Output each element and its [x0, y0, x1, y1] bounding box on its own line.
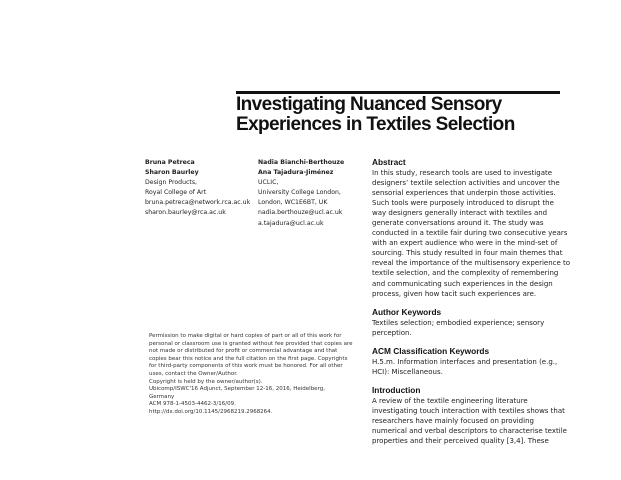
permission-line: personal or classroom use is granted without fee provided that copies are: [149, 340, 353, 347]
abstract-body: [372, 168, 604, 299]
abstract-line: process, given how tacit such experiences are.: [372, 289, 537, 298]
permission-line: Permission to make digital or hard copies of part or all of this work for: [149, 333, 342, 339]
paper-title: [236, 95, 566, 135]
keywords-line: Textiles selection; embodied experience; sensory: [372, 318, 545, 327]
permission-line: for third-party components of this work must be honored. For all other: [149, 363, 343, 370]
acm-keywords-heading: ACM Classification Keywords: [372, 345, 490, 356]
permission-line: copies bear this notice and the full citation on the first page. Copyrights: [149, 355, 348, 362]
doi-link[interactable]: http://dx.doi.org/10.1145/2968219.2968264.: [149, 408, 273, 415]
permission-line: Ubicomp/ISWC'16 Adjunct, September 12-16, 2016, Heidelberg,: [149, 386, 325, 393]
introduction-line: numerical and verbal descriptors to characterise textile: [372, 426, 567, 435]
abstract-line: generate conversations around it. The study was: [372, 219, 544, 228]
acm-keywords-line: HCI): Miscellaneous.: [372, 367, 443, 376]
affiliation-line: London, WC1E6BT, UK: [258, 199, 328, 207]
introduction-line: A review of the textile engineering literature: [372, 396, 528, 405]
author-email: nadia.berthouze@ucl.ac.uk: [258, 209, 343, 217]
author-email: sharon.baurley@rca.ac.uk: [145, 209, 226, 217]
permission-block: [149, 333, 369, 417]
affiliation-line: UCLIC,: [258, 179, 279, 187]
author-name: Ana Tajadura-Jiménez: [258, 169, 334, 177]
author-email: bruna.petreca@network.rca.ac.uk: [145, 199, 251, 207]
acm-keywords-line: H.5.m. Information interfaces and presentation (e.g.,: [372, 357, 558, 366]
keywords-line: perception.: [372, 328, 412, 337]
introduction-line: investigating touch interaction with textiles shows that: [372, 406, 565, 415]
author-email: a.tajadura@ucl.ac.uk: [258, 219, 324, 227]
right-column: [372, 157, 604, 446]
affiliation-line: Design Products,: [145, 179, 198, 187]
introduction-line: researchers have mainly focused on providing: [372, 416, 534, 425]
abstract-line: and communicating such experiences in the design: [372, 279, 553, 288]
abstract-line: sensorial experiences that underpin those activities.: [372, 189, 556, 198]
permission-line: Germany: [149, 393, 175, 400]
abstract-line: conducted in a textile fair during two consecutive years: [372, 229, 568, 238]
permission-line: Copyright is held by the owner/author(s).: [149, 378, 263, 385]
introduction-line: properties and their perceived quality [3,4]. These: [372, 436, 549, 445]
abstract-line: Such tools were purposely introduced to disrupt the: [372, 199, 554, 208]
abstract-line: textile selection, and the complexity of remembering: [372, 269, 559, 278]
abstract-line: designers’ textile selection activities and uncover the: [372, 179, 560, 188]
abstract-line: with an expert audience who were in the mind-set of: [372, 239, 558, 248]
abstract-line: reveal the importance of the multisensory experience to: [372, 259, 571, 268]
abstract-line: In this study, research tools are used to investigate: [372, 169, 553, 177]
introduction-heading: Introduction: [372, 384, 421, 395]
author-name: Nadia Bianchi-Berthouze: [258, 159, 345, 166]
author-keywords-heading: Author Keywords: [372, 306, 442, 317]
abstract-line: sourcing. This study resulted in four main themes that: [372, 249, 563, 258]
author-block-left: [145, 158, 263, 219]
title-line: Experiences in Textiles Selection: [236, 114, 515, 135]
permission-line: uses, contact the Owner/Author.: [149, 370, 238, 377]
affiliation-line: Royal College of Art: [145, 189, 207, 197]
title-line: Investigating Nuanced Sensory: [236, 94, 502, 115]
affiliation-line: University College London,: [258, 189, 341, 197]
abstract-heading: Abstract: [372, 157, 406, 167]
permission-line: ACM 978-1-4503-4462-3/16/09.: [149, 401, 236, 408]
author-name: Bruna Petreca: [145, 159, 195, 166]
permission-line: not made or distributed for profit or commercial advantage and that: [149, 348, 338, 355]
author-block-right: [258, 158, 376, 229]
author-name: Sharon Baurley: [145, 169, 199, 177]
abstract-line: way designers generally interact with textiles and: [372, 209, 548, 218]
